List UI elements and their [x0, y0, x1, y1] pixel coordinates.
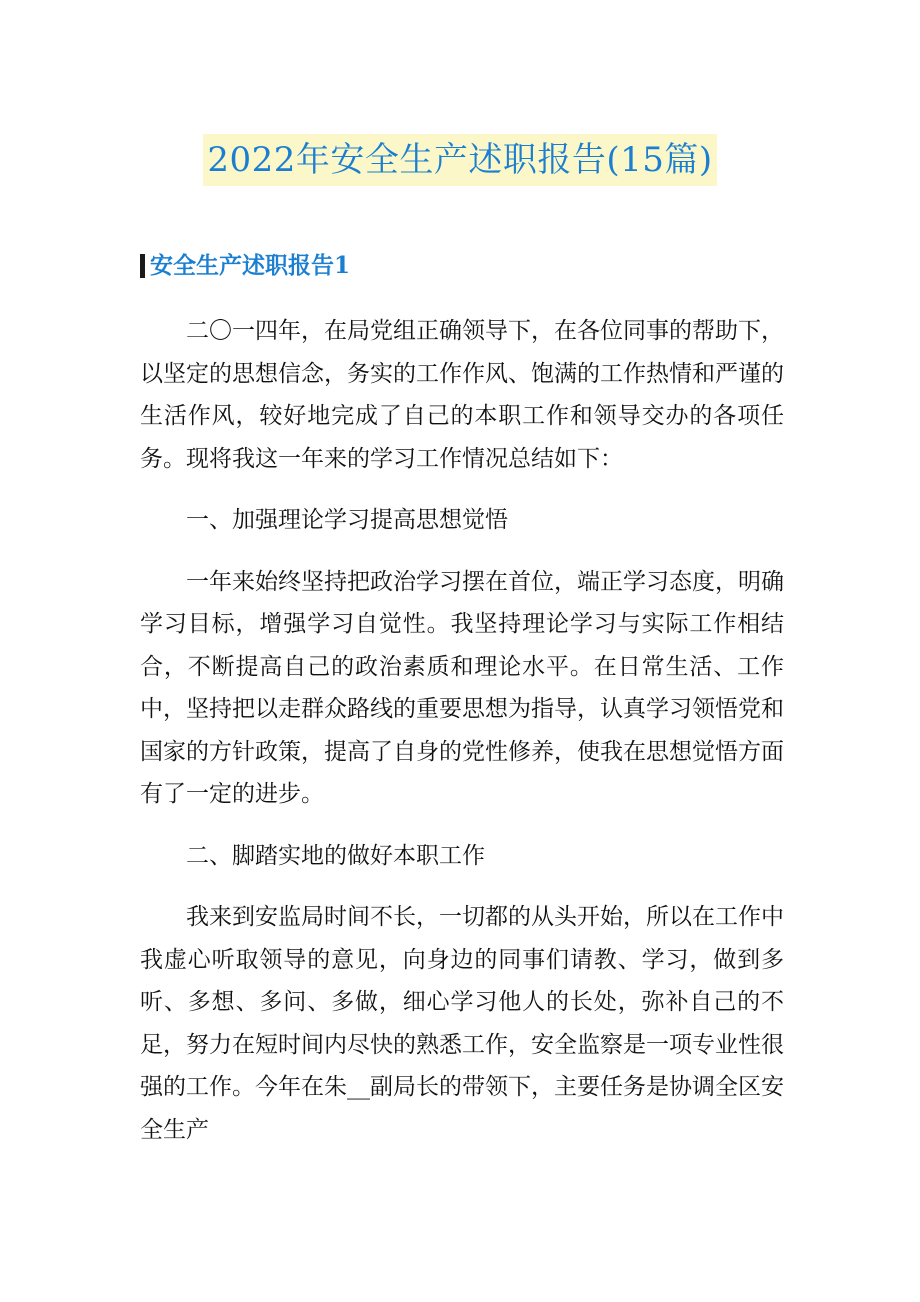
document-title: 2022年安全生产述职报告(15篇): [203, 134, 716, 186]
paragraph-3: 我来到安监局时间不长，一切都的从头开始，所以在工作中我虚心听取领导的意见，向身边的同事们请教、学习，做到多听、多想、多问、多做，细心学习他人的长处，弥补自己的不足，努力在短时间内尽快的熟悉工作，安全监察是一项专业性很强的工作。今年在朱__副局长的带领下，主要任务是协调全区安全生产: [140, 904, 784, 1143]
section-heading: [140, 250, 350, 282]
subheading-2: 二、脚踏实地的做好本职工作: [186, 842, 485, 869]
subheading-1: 一、加强理论学习提高思想觉悟: [186, 507, 508, 533]
section-heading-text: 安全生产述职报告1: [150, 252, 351, 279]
paragraph-1: 二〇一四年，在局党组正确领导下，在各位同事的帮助下，以坚定的思想信念，务实的工作作风、饱满的工作热情和严谨的生活作风，较好地完成了自己的本职工作和领导交办的各项任务。现将我这一年来的学习工作情况总结如下：: [140, 318, 784, 472]
paragraph-2: 一年来始终坚持把政治学习摆在首位，端正学习态度，明确学习目标，增强学习自觉性。我坚持理论学习与实际工作相结合，不断提高自己的政治素质和理论水平。在日常生活、工作中，坚持把以走群众路线的重要思想为指导，认真学习领悟党和国家的方针政策，提高了自身的党性修养，使我在思想觉悟方面有了一定的进步。: [140, 568, 784, 807]
document-body: [140, 310, 784, 1151]
title-container: [0, 134, 920, 186]
heading-bar-icon: [140, 254, 145, 278]
